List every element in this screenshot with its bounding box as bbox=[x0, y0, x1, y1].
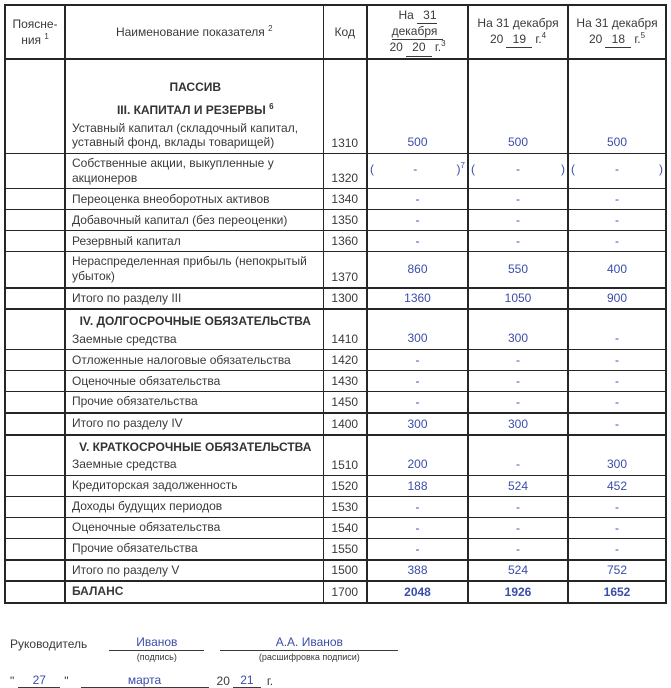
row-label: Итого по разделу IV bbox=[72, 416, 183, 431]
signature-field bbox=[109, 635, 204, 662]
row-value: - bbox=[468, 231, 568, 252]
row-value: 550 bbox=[468, 252, 568, 288]
row-value: - bbox=[468, 435, 568, 476]
row-value: 400 bbox=[568, 252, 666, 288]
row-value: - bbox=[568, 517, 666, 538]
indicator-name-cell bbox=[65, 210, 323, 231]
table-row bbox=[5, 252, 666, 288]
row-value: 524 bbox=[468, 475, 568, 496]
row-code: 1310 bbox=[323, 59, 367, 154]
row-label: Оценочные обязательства bbox=[72, 373, 221, 388]
explanation-cell bbox=[5, 435, 65, 476]
row-code: 1320 bbox=[323, 154, 367, 189]
row-value: - bbox=[568, 496, 666, 517]
row-code: 1360 bbox=[323, 231, 367, 252]
row-value: - bbox=[468, 538, 568, 559]
row-value: - bbox=[468, 392, 568, 413]
date-day: 27 bbox=[18, 673, 60, 688]
signature-caption: (подпись) bbox=[136, 651, 177, 662]
row-value: 452 bbox=[568, 475, 666, 496]
row-value: 500 bbox=[568, 59, 666, 154]
row-label: Переоценка внеоборотных активов bbox=[72, 191, 270, 206]
row-value: - bbox=[468, 350, 568, 371]
indicator-name-cell bbox=[65, 538, 323, 559]
row-label: Заемные средства bbox=[72, 331, 177, 346]
explanation-cell bbox=[5, 413, 65, 435]
row-value: - bbox=[468, 371, 568, 392]
row-value: 500 bbox=[468, 59, 568, 154]
indicator-name-cell bbox=[65, 475, 323, 496]
row-code: 1510 bbox=[323, 435, 367, 476]
indicator-name-cell bbox=[65, 517, 323, 538]
explanation-cell bbox=[5, 189, 65, 210]
table-row bbox=[5, 350, 666, 371]
indicator-name-cell bbox=[65, 231, 323, 252]
row-label: Добавочный капитал (без переоценки) bbox=[72, 212, 288, 227]
balance-sheet-table bbox=[4, 4, 667, 604]
table-row bbox=[5, 475, 666, 496]
table-row bbox=[5, 538, 666, 559]
indicator-name-cell bbox=[65, 371, 323, 392]
row-value: 388 bbox=[367, 560, 468, 582]
indicator-name-cell bbox=[65, 59, 323, 154]
indicator-name-cell bbox=[65, 154, 323, 189]
explanation-cell bbox=[5, 350, 65, 371]
row-value: - bbox=[568, 210, 666, 231]
row-value: 300 bbox=[468, 309, 568, 350]
row-value: - bbox=[568, 392, 666, 413]
explanation-cell bbox=[5, 154, 65, 189]
col-header-indicator-name: Наименование показателя $^2$ bbox=[65, 5, 323, 59]
explanation-cell bbox=[5, 288, 65, 310]
row-value: 1652 bbox=[568, 581, 666, 603]
row-label: Уставный капитал (складочный капитал, уставный фонд, вклады товарищей) bbox=[72, 120, 299, 150]
row-value: 900 bbox=[568, 288, 666, 310]
row-label: Оценочные обязательства bbox=[72, 520, 221, 535]
row-code: 1520 bbox=[323, 475, 367, 496]
row-label: Доходы будущих периодов bbox=[72, 499, 223, 514]
role-label: Руководитель bbox=[10, 636, 88, 651]
date-century: 20 bbox=[216, 673, 230, 688]
col-header-date-2020: На 31 декабря 20 20 г.$^3$ bbox=[367, 5, 468, 59]
indicator-name-cell bbox=[65, 496, 323, 517]
table-row bbox=[5, 231, 666, 252]
row-label: Заемные средства bbox=[72, 457, 177, 472]
row-code: 1430 bbox=[323, 371, 367, 392]
table-row bbox=[5, 189, 666, 210]
row-code: 1500 bbox=[323, 560, 367, 582]
row-value: - bbox=[367, 371, 468, 392]
row-code: 1400 bbox=[323, 413, 367, 435]
row-label: Кредиторская задолженность bbox=[72, 478, 238, 493]
row-value: 1360 bbox=[367, 288, 468, 310]
table-row bbox=[5, 392, 666, 413]
row-label: Итого по разделу III bbox=[72, 290, 182, 305]
row-value: 500 bbox=[367, 59, 468, 154]
row-value: ( - ) bbox=[468, 154, 568, 189]
row-value: 300 bbox=[468, 413, 568, 435]
indicator-name-cell bbox=[65, 309, 323, 350]
row-value: - bbox=[568, 413, 666, 435]
explanation-cell bbox=[5, 496, 65, 517]
row-value: 752 bbox=[568, 560, 666, 582]
row-label: Отложенные налоговые обязательства bbox=[72, 352, 291, 367]
row-value: - bbox=[468, 517, 568, 538]
signature-value: Иванов bbox=[109, 635, 204, 651]
row-code: 1530 bbox=[323, 496, 367, 517]
indicator-name-cell bbox=[65, 288, 323, 310]
date-year: 21 bbox=[233, 673, 261, 688]
row-code: 1420 bbox=[323, 350, 367, 371]
section-heading: V. КРАТКОСРОЧНЫЕ ОБЯЗАТЕЛЬСТВА bbox=[79, 439, 312, 454]
signature-name-value: А.А. Иванов bbox=[220, 635, 398, 651]
row-value: - bbox=[568, 538, 666, 559]
row-value: ( - )$^7$ bbox=[367, 154, 468, 189]
table-row bbox=[5, 288, 666, 310]
explanation-cell bbox=[5, 517, 65, 538]
row-label: Собственные акции, выкупленные у акционеров bbox=[72, 156, 274, 185]
explanation-cell bbox=[5, 210, 65, 231]
row-code: 1700 bbox=[323, 581, 367, 603]
table-row bbox=[5, 154, 666, 189]
row-value: - bbox=[367, 350, 468, 371]
row-code: 1300 bbox=[323, 288, 367, 310]
row-value: - bbox=[367, 210, 468, 231]
row-value: - bbox=[568, 231, 666, 252]
section-heading: ПАССИВ bbox=[169, 79, 222, 94]
signature-block bbox=[10, 635, 671, 688]
row-value: - bbox=[468, 189, 568, 210]
section-heading: III. КАПИТАЛ И РЕЗЕРВЫ $^6$ bbox=[116, 102, 274, 118]
row-value: - bbox=[468, 210, 568, 231]
signature-name-caption: (расшифровка подписи) bbox=[258, 651, 360, 662]
section-heading: IV. ДОЛГОСРОЧНЫЕ ОБЯЗАТЕЛЬСТВА bbox=[79, 314, 311, 329]
row-value: 860 bbox=[367, 252, 468, 288]
open-quote: " bbox=[10, 673, 15, 688]
table-row bbox=[5, 413, 666, 435]
row-label: БАЛАНС bbox=[72, 584, 124, 599]
indicator-name-cell bbox=[65, 392, 323, 413]
explanation-cell bbox=[5, 475, 65, 496]
row-code: 1350 bbox=[323, 210, 367, 231]
row-value: 1050 bbox=[468, 288, 568, 310]
row-value: - bbox=[367, 231, 468, 252]
table-row bbox=[5, 581, 666, 603]
row-value: 1926 bbox=[468, 581, 568, 603]
row-code: 1410 bbox=[323, 309, 367, 350]
col-header-explanations: Поясне- ния $^1$ bbox=[5, 5, 65, 59]
row-code: 1450 bbox=[323, 392, 367, 413]
row-value: - bbox=[568, 189, 666, 210]
row-code: 1540 bbox=[323, 517, 367, 538]
col-header-date-2019: На 31 декабря 20 19 г.$^4$ bbox=[468, 5, 568, 59]
row-value: 300 bbox=[367, 413, 468, 435]
date-suffix: г. bbox=[266, 673, 274, 688]
explanation-cell bbox=[5, 371, 65, 392]
row-value: - bbox=[367, 189, 468, 210]
indicator-name-cell bbox=[65, 581, 323, 603]
table-header bbox=[5, 5, 666, 59]
explanation-cell bbox=[5, 392, 65, 413]
explanation-cell bbox=[5, 231, 65, 252]
col-header-date-2018: На 31 декабря 20 18 г.$^5$ bbox=[568, 5, 666, 59]
table-row bbox=[5, 517, 666, 538]
col-header-code: Код bbox=[323, 5, 367, 59]
row-value: 300 bbox=[367, 309, 468, 350]
row-value: - bbox=[367, 517, 468, 538]
row-value: - bbox=[568, 309, 666, 350]
explanation-cell bbox=[5, 252, 65, 288]
close-quote: " bbox=[64, 673, 69, 688]
row-code: 1370 bbox=[323, 252, 367, 288]
row-value: - bbox=[568, 371, 666, 392]
explanation-cell bbox=[5, 581, 65, 603]
row-value: 200 bbox=[367, 435, 468, 476]
table-row bbox=[5, 210, 666, 231]
indicator-name-cell bbox=[65, 189, 323, 210]
row-value: 2048 bbox=[367, 581, 468, 603]
date-line bbox=[10, 673, 671, 688]
indicator-name-cell bbox=[65, 413, 323, 435]
table-row bbox=[5, 309, 666, 350]
indicator-name-cell bbox=[65, 560, 323, 582]
explanation-cell bbox=[5, 309, 65, 350]
table-row bbox=[5, 371, 666, 392]
row-value: - bbox=[367, 392, 468, 413]
explanation-cell bbox=[5, 560, 65, 582]
row-code: 1340 bbox=[323, 189, 367, 210]
explanation-cell bbox=[5, 538, 65, 559]
date-month: марта bbox=[81, 673, 209, 688]
row-label: Резервный капитал bbox=[72, 233, 181, 248]
row-code: 1550 bbox=[323, 538, 367, 559]
table-row bbox=[5, 560, 666, 582]
table-body bbox=[5, 59, 666, 603]
row-value: 188 bbox=[367, 475, 468, 496]
row-value: - bbox=[568, 350, 666, 371]
table-row bbox=[5, 59, 666, 154]
row-value: - bbox=[367, 496, 468, 517]
row-value: 524 bbox=[468, 560, 568, 582]
signature-name-field bbox=[220, 635, 398, 662]
row-label: Итого по разделу V bbox=[72, 562, 180, 577]
row-value: - bbox=[468, 496, 568, 517]
indicator-name-cell bbox=[65, 252, 323, 288]
row-value: 300 bbox=[568, 435, 666, 476]
row-label: Прочие обязательства bbox=[72, 540, 198, 555]
indicator-name-cell bbox=[65, 350, 323, 371]
explanation-cell bbox=[5, 59, 65, 154]
row-value: ( - ) bbox=[568, 154, 666, 189]
table-row bbox=[5, 435, 666, 476]
table-row bbox=[5, 496, 666, 517]
row-label: Нераспределенная прибыль (непокрытый убыток) bbox=[72, 254, 307, 283]
indicator-name-cell bbox=[65, 435, 323, 476]
row-label: Прочие обязательства bbox=[72, 394, 198, 409]
row-value: - bbox=[367, 538, 468, 559]
